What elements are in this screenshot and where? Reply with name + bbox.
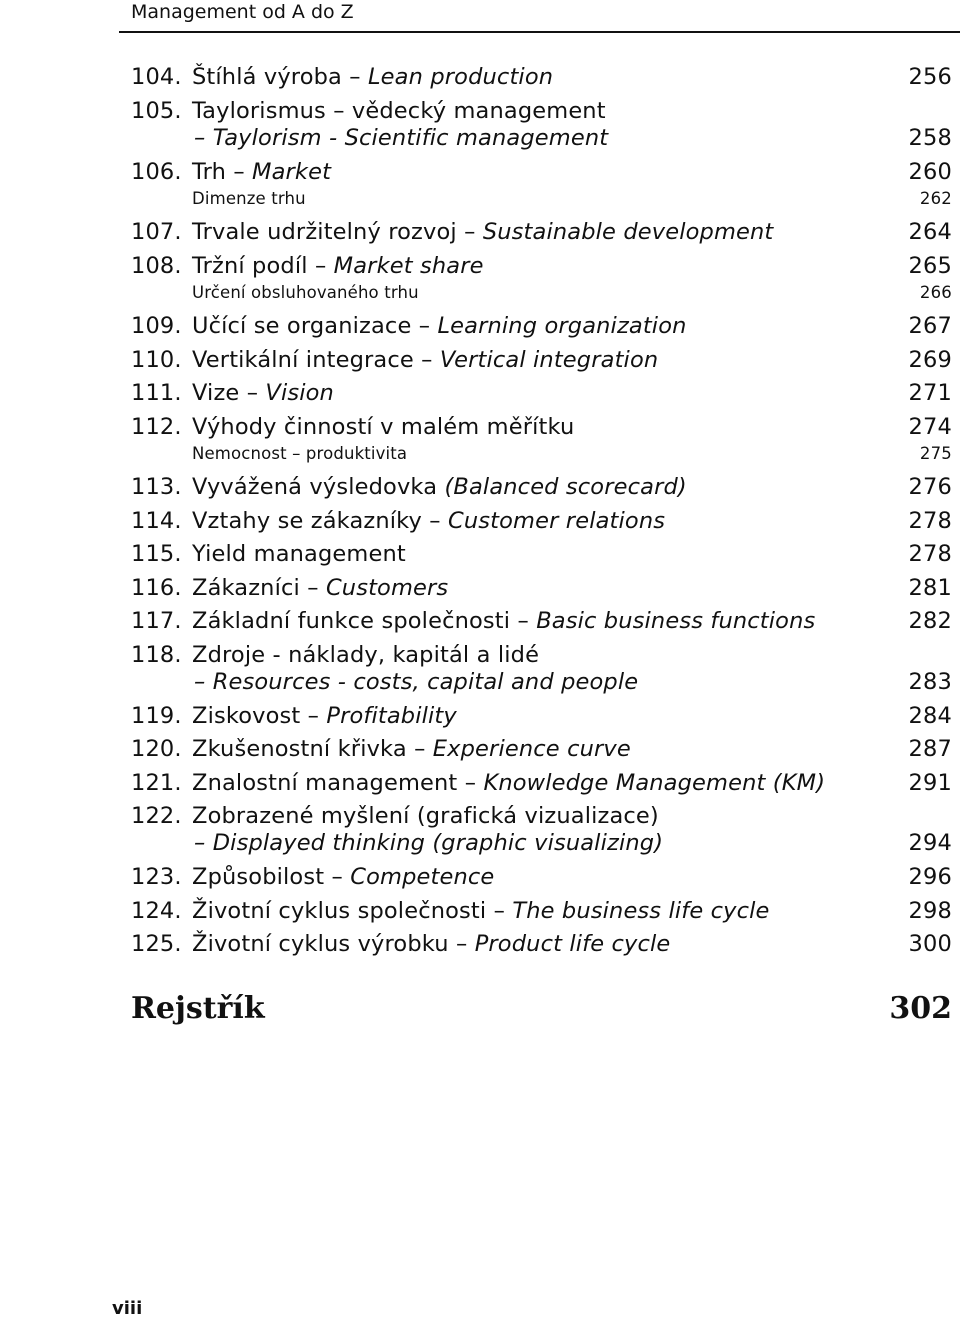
entry-title-cz: Zákazníci bbox=[192, 574, 300, 601]
entry-page-number: 264 bbox=[908, 219, 952, 245]
entry-title-en: – Taylorism - Scientific management bbox=[194, 124, 609, 151]
entry-title-cz: Vztahy se zákazníky bbox=[192, 507, 422, 534]
entry-separator: – bbox=[406, 736, 433, 762]
entry-title-en: Market bbox=[252, 158, 332, 185]
entry-title-cz: Základní funkce společnosti bbox=[192, 608, 511, 634]
entry-title-cz: Yield management bbox=[192, 541, 406, 567]
entry-title-en: Vision bbox=[265, 380, 334, 406]
entry-title-cz: Vize bbox=[192, 380, 240, 406]
entry-separator: – bbox=[300, 702, 327, 729]
entry-separator: – bbox=[448, 931, 475, 957]
entry-separator: – bbox=[457, 769, 484, 796]
toc-entry[interactable] bbox=[131, 604, 952, 638]
entry-title bbox=[131, 703, 457, 730]
entry-number: 116. bbox=[131, 574, 182, 601]
entry-number: 114. bbox=[131, 507, 182, 534]
entry-title-en: Vertical integration bbox=[439, 346, 659, 373]
entry-page-number: 265 bbox=[908, 252, 952, 279]
entry-separator: – bbox=[324, 864, 351, 890]
entry-title bbox=[131, 474, 687, 501]
entry-title bbox=[131, 347, 658, 374]
entry-title-cz: Výhody činností v malém měřítku bbox=[192, 413, 575, 440]
entry-separator: – bbox=[239, 380, 266, 406]
entry-title-cz: Způsobilost bbox=[192, 864, 325, 890]
toc-entry[interactable] bbox=[131, 343, 952, 377]
entry-title bbox=[131, 898, 770, 925]
toc-subentry[interactable] bbox=[131, 282, 952, 309]
entry-title-cz: Životní cyklus společnosti bbox=[192, 897, 487, 924]
toc-entry[interactable] bbox=[131, 894, 952, 928]
toc-entry[interactable] bbox=[131, 155, 952, 189]
entry-separator: – bbox=[456, 219, 483, 245]
entry-separator: – bbox=[226, 158, 253, 185]
entry-title-en: Profitability bbox=[326, 702, 457, 729]
toc-entry[interactable] bbox=[131, 699, 952, 733]
entry-title-cz: Znalostní management bbox=[192, 769, 458, 796]
entry-page-number: 267 bbox=[908, 313, 952, 339]
entry-title bbox=[131, 608, 815, 635]
entry-title-en: – Displayed thinking (graphic visualizing) bbox=[194, 830, 664, 856]
entry-number: 124. bbox=[131, 897, 182, 924]
entry-title-en: – Resources - costs, capital and people bbox=[194, 668, 639, 695]
entry-title-cz: Zkušenostní křivka bbox=[192, 736, 407, 762]
entry-number: 111. bbox=[131, 380, 182, 406]
entry-title-cz: Vertikální integrace bbox=[192, 346, 414, 373]
entry-title bbox=[131, 736, 631, 763]
entry-title bbox=[131, 541, 406, 568]
toc-entry[interactable] bbox=[131, 537, 952, 571]
page-folio: viii bbox=[112, 1298, 143, 1319]
entry-page-number: 283 bbox=[908, 668, 952, 695]
entry-page-number: 278 bbox=[908, 507, 952, 534]
toc-entry[interactable] bbox=[131, 732, 952, 766]
entry-title-cz: Štíhlá výroba bbox=[192, 64, 342, 90]
entry-number: 113. bbox=[131, 474, 182, 500]
entry-number: 120. bbox=[131, 736, 182, 762]
entry-page-number: 291 bbox=[908, 769, 952, 796]
toc-entry[interactable] bbox=[131, 470, 952, 504]
subentry-title: Určení obsluhovaného trhu bbox=[192, 283, 419, 302]
entry-title-en: Competence bbox=[350, 864, 495, 890]
entry-number: 110. bbox=[131, 346, 182, 373]
entry-number: 122. bbox=[131, 803, 182, 829]
entry-title bbox=[131, 219, 773, 246]
entry-page-number: 260 bbox=[908, 158, 952, 185]
toc-entry[interactable] bbox=[131, 799, 952, 860]
entry-title bbox=[131, 159, 331, 186]
entry-title-en: Customers bbox=[325, 574, 449, 601]
toc-subentry[interactable] bbox=[131, 443, 952, 470]
entry-separator: – bbox=[486, 897, 513, 924]
entry-title-cz: Zobrazené myšlení (grafická vizualizace) bbox=[192, 803, 659, 829]
subentry-page-number: 262 bbox=[919, 189, 952, 208]
entry-number: 117. bbox=[131, 608, 182, 634]
entry-title bbox=[131, 313, 687, 340]
entry-title-cz: Vyvážená výsledovka bbox=[192, 474, 438, 500]
entry-page-number: 269 bbox=[908, 346, 952, 373]
entry-title-cz: Tržní podíl bbox=[192, 252, 308, 279]
toc-entry[interactable] bbox=[131, 309, 952, 343]
entry-title bbox=[131, 931, 670, 958]
table-of-contents bbox=[131, 60, 952, 961]
entry-page-number: 287 bbox=[908, 736, 952, 762]
entry-page-number: 282 bbox=[908, 608, 952, 634]
subentry-page-number: 275 bbox=[919, 444, 952, 463]
entry-page-number: 274 bbox=[908, 413, 952, 440]
entry-page-number: 296 bbox=[908, 864, 952, 890]
entry-separator: – bbox=[413, 346, 440, 373]
entry-title bbox=[131, 64, 553, 91]
entry-number: 108. bbox=[131, 252, 182, 279]
entry-title-en: Customer relations bbox=[448, 507, 666, 534]
toc-entry[interactable] bbox=[131, 638, 952, 699]
entry-title-en: The business life cycle bbox=[512, 897, 770, 924]
entry-page-number: 276 bbox=[908, 474, 952, 500]
entry-separator: – bbox=[422, 507, 449, 534]
entry-separator: – bbox=[299, 574, 326, 601]
toc-entry[interactable] bbox=[131, 215, 952, 249]
toc-entry[interactable] bbox=[131, 860, 952, 894]
entry-number: 119. bbox=[131, 702, 182, 729]
toc-entry[interactable] bbox=[131, 376, 952, 410]
toc-subentry[interactable] bbox=[131, 188, 952, 215]
entry-title bbox=[131, 770, 825, 797]
entry-title bbox=[131, 414, 574, 441]
entry-title bbox=[131, 98, 606, 125]
entry-title bbox=[131, 253, 484, 280]
entry-title-en: Product life cycle bbox=[474, 931, 671, 957]
entry-title-en: Lean production bbox=[368, 64, 554, 90]
toc-entry[interactable] bbox=[131, 60, 952, 94]
entry-title bbox=[131, 508, 665, 535]
entry-title-cz: Ziskovost bbox=[192, 702, 301, 729]
subentry-page-number: 266 bbox=[919, 283, 952, 302]
entry-page-number: 294 bbox=[908, 830, 952, 856]
entry-title bbox=[131, 642, 539, 669]
subentry-title: Dimenze trhu bbox=[192, 189, 306, 208]
entry-separator: – bbox=[411, 313, 438, 339]
entry-title-cz: Učící se organizace bbox=[192, 313, 412, 339]
entry-separator: – bbox=[307, 252, 334, 279]
entry-number: 118. bbox=[131, 641, 182, 668]
index-title: Rejstřík bbox=[131, 991, 265, 1026]
entry-page-number: 298 bbox=[908, 897, 952, 924]
entry-page-number: 300 bbox=[908, 931, 952, 957]
entry-title-en: Learning organization bbox=[437, 313, 687, 339]
toc-entry[interactable] bbox=[131, 410, 952, 444]
entry-number: 107. bbox=[131, 219, 182, 245]
entry-title-en: Knowledge Management (KM) bbox=[483, 769, 826, 796]
entry-title-en: Market share bbox=[333, 252, 484, 279]
entry-title-cz: Trh bbox=[192, 158, 227, 185]
entry-title bbox=[131, 864, 494, 891]
entry-page-number: 278 bbox=[908, 541, 952, 567]
entry-number: 123. bbox=[131, 864, 182, 890]
toc-entry[interactable] bbox=[131, 504, 952, 538]
entry-title bbox=[131, 575, 448, 602]
entry-title-cz: Taylorismus – vědecký management bbox=[192, 97, 606, 124]
toc-entry[interactable] bbox=[131, 94, 952, 155]
entry-title bbox=[131, 380, 334, 407]
entry-title bbox=[131, 803, 659, 830]
toc-entry[interactable] bbox=[131, 927, 952, 961]
toc-entry[interactable] bbox=[131, 766, 952, 800]
entry-title-cz: Trvale udržitelný rozvoj bbox=[192, 219, 457, 245]
entry-number: 106. bbox=[131, 158, 182, 185]
entry-title-cz: Zdroje - náklady, kapitál a lidé bbox=[192, 641, 540, 668]
entry-title-cz: Životní cyklus výrobku bbox=[192, 931, 449, 957]
entry-title-en: Basic business functions bbox=[536, 608, 816, 634]
entry-title-en: Experience curve bbox=[432, 736, 631, 762]
entry-page-number: 271 bbox=[908, 380, 952, 406]
entry-number: 125. bbox=[131, 931, 182, 957]
entry-number: 105. bbox=[131, 97, 182, 124]
toc-entry-index[interactable] bbox=[131, 990, 952, 1030]
entry-separator: – bbox=[341, 64, 368, 90]
toc-entry[interactable] bbox=[131, 571, 952, 605]
subentry-title: Nemocnost – produktivita bbox=[192, 444, 408, 463]
entry-page-number: 281 bbox=[908, 574, 952, 601]
toc-entry[interactable] bbox=[131, 249, 952, 283]
entry-title-en: Sustainable development bbox=[482, 219, 774, 245]
entry-number: 115. bbox=[131, 541, 182, 567]
entry-number: 112. bbox=[131, 413, 182, 440]
entry-page-number: 256 bbox=[908, 64, 952, 90]
entry-title-en: (Balanced scorecard) bbox=[444, 474, 687, 500]
entry-page-number: 258 bbox=[908, 124, 952, 151]
entry-number: 109. bbox=[131, 313, 182, 339]
header-rule bbox=[119, 31, 960, 33]
entry-number: 104. bbox=[131, 64, 182, 90]
entry-separator: – bbox=[510, 608, 537, 634]
index-page-number: 302 bbox=[889, 991, 952, 1026]
running-header: Management od A do Z bbox=[131, 1, 354, 23]
entry-number: 121. bbox=[131, 769, 182, 796]
entry-page-number: 284 bbox=[908, 702, 952, 729]
